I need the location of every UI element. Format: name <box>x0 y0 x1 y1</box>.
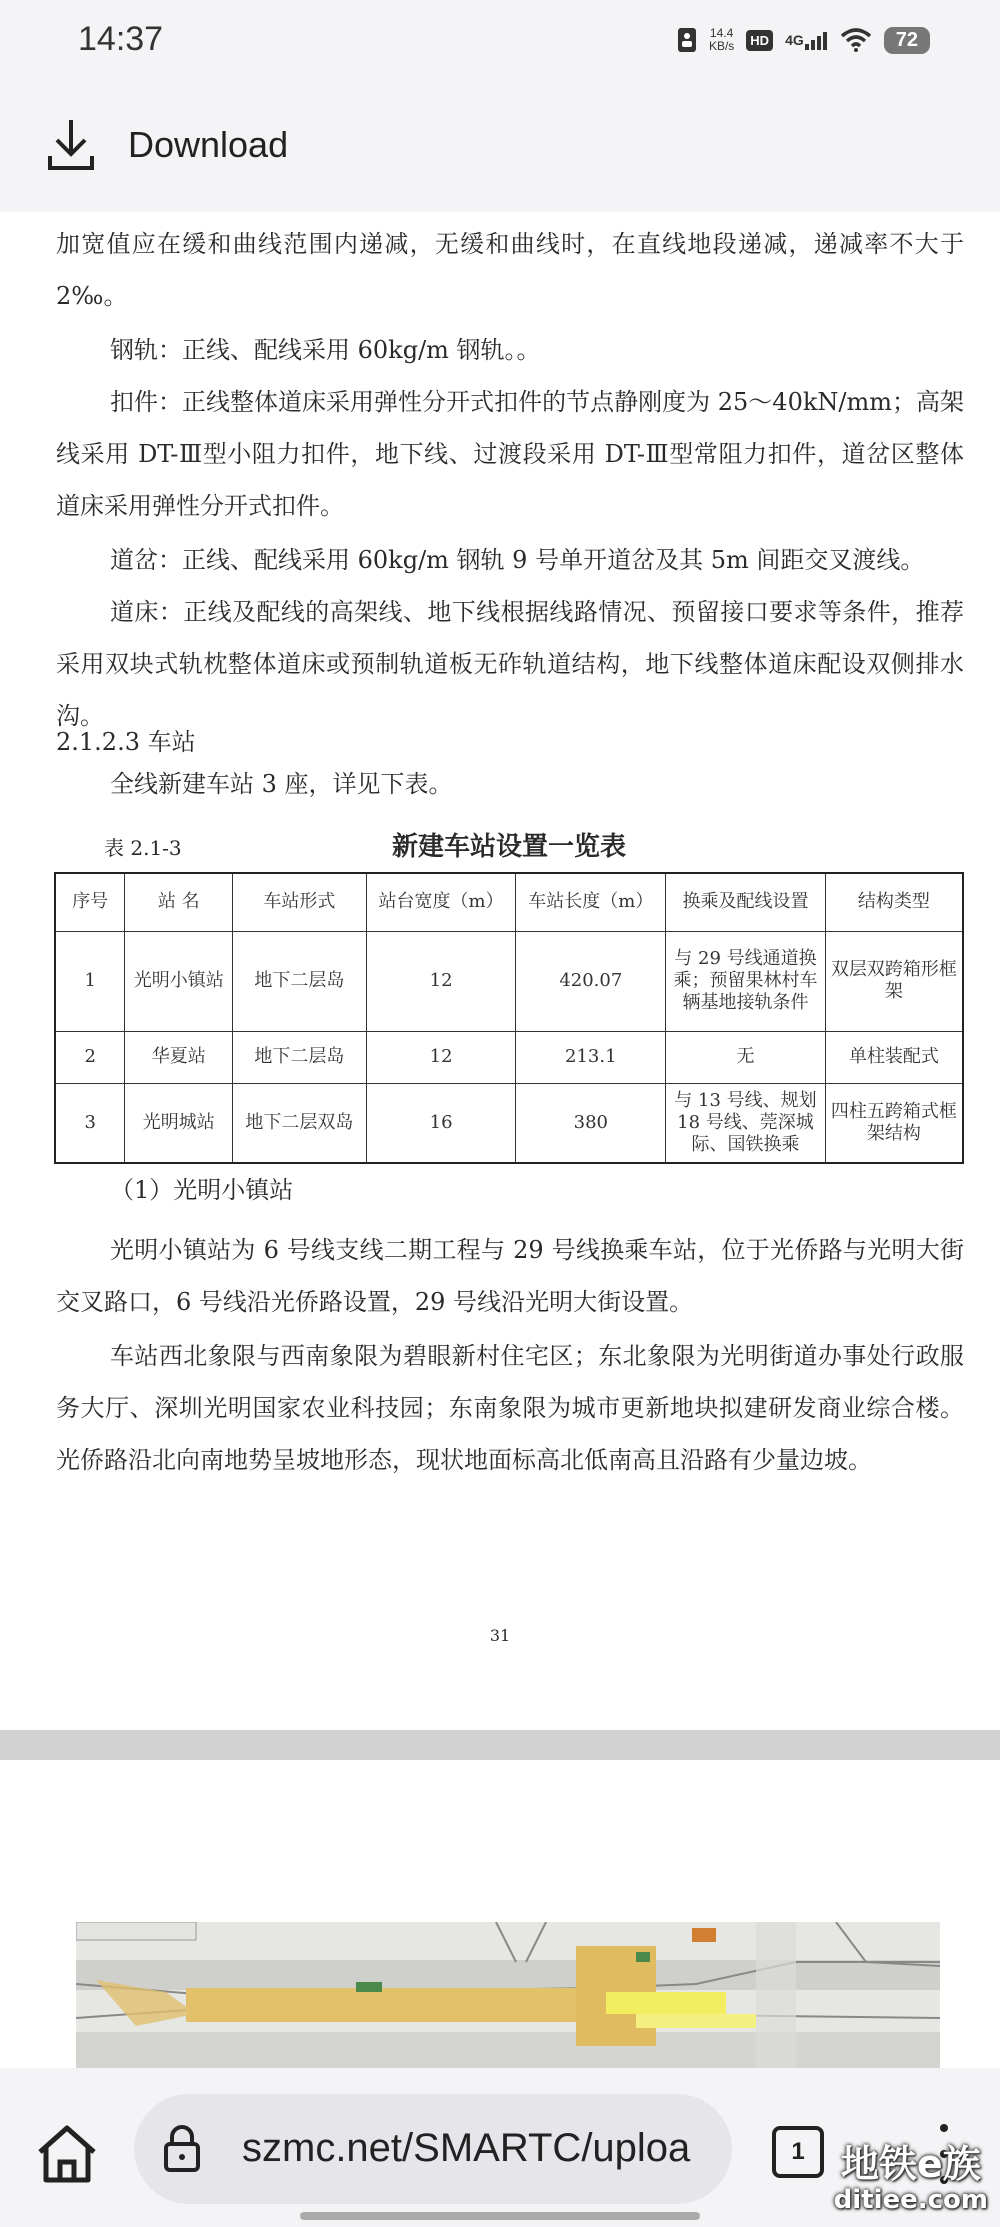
paragraph-station-surroundings: 车站西北象限与西南象限为碧眼新村住宅区；东北象限为光明街道办事处行政服务大厅、深圳光明国家农业科技园；东南象限为城市更新地块拟建研发商业综合楼。光侨路沿北向南地势呈坡地形态，现状地面标高北低南高且沿路有少量边坡。 <box>56 1342 964 1474</box>
table-number: 表 2.1-3 <box>104 836 182 860</box>
watermark-domain: ditiee.com <box>833 2185 988 2215</box>
tab-switcher-button[interactable]: 1 <box>772 2126 824 2178</box>
address-bar[interactable] <box>134 2094 732 2204</box>
table-header: 车站长度（m） <box>516 873 666 931</box>
paragraph-fastener: 扣件：正线整体道床采用弹性分开式扣件的节点静刚度为 25～40kN/mm；高架线采用 DT-Ⅲ型小阻力扣件，地下线、过渡段采用 DT-Ⅲ型常阻力扣件，道岔区整体道床采用弹性分开式扣件。 <box>56 388 964 520</box>
table-cell: 12 <box>366 1031 516 1083</box>
table-header: 结构类型 <box>825 873 963 931</box>
table-cell: 无 <box>666 1031 826 1083</box>
network-speed <box>709 27 734 53</box>
wifi-icon <box>840 28 872 52</box>
table-cell: 1 <box>55 931 125 1031</box>
site-watermark <box>834 2143 988 2215</box>
table-cell: 420.07 <box>516 931 666 1031</box>
network-speed-value: 14.4 <box>709 26 734 40</box>
paragraph-switch: 道岔：正线、配线采用 60kg/m 钢轨 9 号单开道岔及其 5m 间距交叉渡线。 <box>110 546 925 574</box>
table-cell: 213.1 <box>516 1031 666 1083</box>
menu-dot <box>940 2124 948 2132</box>
paragraph-rail: 钢轨：正线、配线采用 60kg/m 钢轨。。 <box>110 336 541 364</box>
lock-icon[interactable] <box>162 2124 202 2174</box>
table-cell: 光明小镇站 <box>125 931 233 1031</box>
table-header: 换乘及配线设置 <box>666 873 826 931</box>
table-cell: 地下二层岛 <box>233 1031 367 1083</box>
gesture-bar <box>300 2212 700 2220</box>
paragraph-track-bed: 道床：正线及配线的高架线、地下线根据线路情况、预留接口要求等条件，推荐采用双块式轨枕整体道床或预制轨道板无砟轨道结构，地下线整体道床配设双侧排水沟。 <box>56 598 964 730</box>
section-heading: 2.1.2.3 车站 <box>56 728 196 756</box>
table-row <box>55 1031 963 1083</box>
page-separator <box>0 1730 1000 1760</box>
subsection-heading: （1）光明小镇站 <box>110 1176 294 1204</box>
notification-icon <box>677 27 697 53</box>
stations-table <box>54 872 964 1164</box>
table-cell: 光明城站 <box>125 1083 233 1163</box>
download-title[interactable]: Download <box>128 124 289 165</box>
paragraph-station-location: 光明小镇站为 6 号线支线二期工程与 29 号线换乘车站，位于光侨路与光明大街交叉路口，6 号线沿光侨路设置，29 号线沿光明大街设置。 <box>56 1236 964 1316</box>
url-text[interactable]: szmc.net/SMARTC/uploa <box>242 2126 691 2170</box>
paragraph-stations-intro: 全线新建车站 3 座，详见下表。 <box>110 770 453 798</box>
network-type: 4G <box>785 32 804 48</box>
status-time: 14:37 <box>78 20 164 58</box>
table-cell: 16 <box>366 1083 516 1163</box>
table-header: 车站形式 <box>233 873 367 931</box>
table-cell: 单柱装配式 <box>825 1031 963 1083</box>
table-title: 新建车站设置一览表 <box>392 832 627 862</box>
table-header: 站台宽度（m） <box>366 873 516 931</box>
signal-icon <box>785 30 828 50</box>
hd-badge: HD <box>746 30 773 51</box>
table-cell: 12 <box>366 931 516 1031</box>
home-icon[interactable] <box>30 2118 104 2192</box>
table-cell: 3 <box>55 1083 125 1163</box>
watermark-brand: 地铁e族 <box>840 2142 981 2186</box>
table-row <box>55 931 963 1031</box>
table-cell: 380 <box>516 1083 666 1163</box>
battery-indicator: 72 <box>884 27 930 54</box>
table-cell: 2 <box>55 1031 125 1083</box>
table-cell: 地下二层双岛 <box>233 1083 367 1163</box>
table-header: 序号 <box>55 873 125 931</box>
app-header <box>0 80 1000 212</box>
table-header: 站 名 <box>125 873 233 931</box>
status-bar <box>0 0 1000 80</box>
table-cell: 与 29 号线通道换乘；预留果林村车辆基地接轨条件 <box>666 931 826 1031</box>
download-icon[interactable] <box>46 116 96 176</box>
network-speed-unit: KB/s <box>708 39 735 53</box>
table-cell: 双层双跨箱形框架 <box>825 931 963 1031</box>
status-icons <box>677 22 930 58</box>
page-number: 31 <box>489 1626 511 1645</box>
station-plan-image <box>76 1922 940 2068</box>
table-cell: 地下二层岛 <box>233 931 367 1031</box>
table-row <box>55 1083 963 1163</box>
paragraph-gauge-widening: 加宽值应在缓和曲线范围内递减，无缓和曲线时，在直线地段递减，递减率不大于 2‰。 <box>56 230 964 310</box>
station-plan-drawing <box>76 1922 940 2068</box>
table-cell: 四柱五跨箱式框架结构 <box>825 1083 963 1163</box>
table-cell: 华夏站 <box>125 1031 233 1083</box>
table-header-row <box>55 873 963 931</box>
table-cell: 与 13 号线、规划 18 号线、莞深城际、国铁换乘 <box>666 1083 826 1163</box>
pdf-page <box>0 212 1000 1732</box>
